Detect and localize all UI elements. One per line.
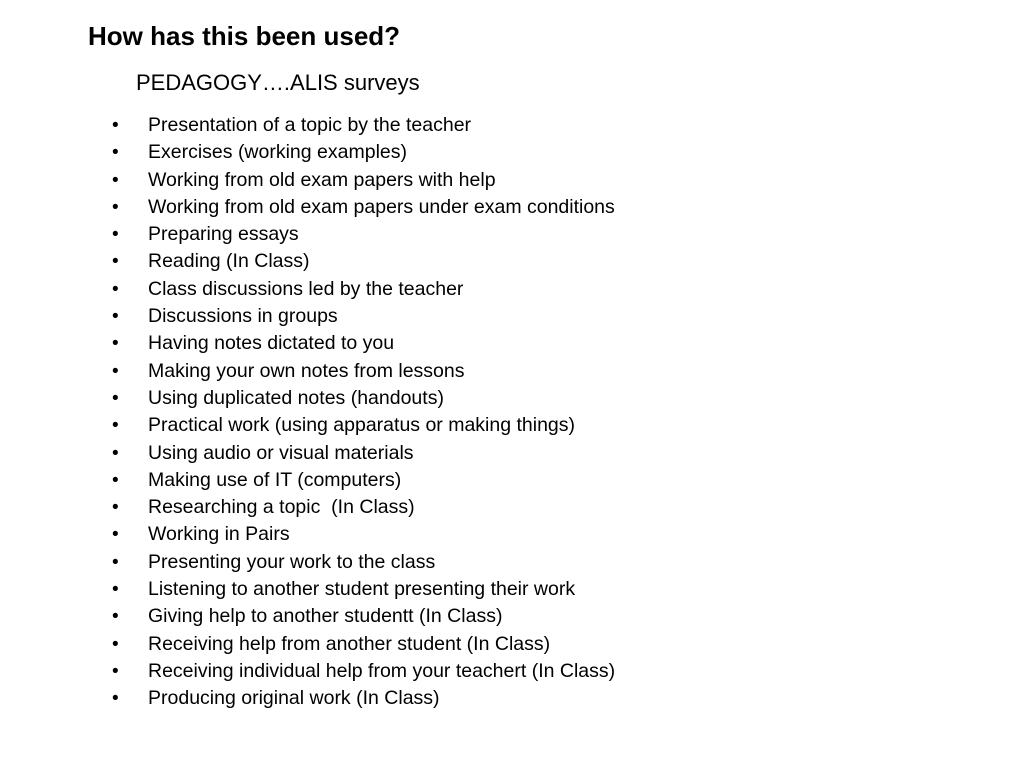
list-item-text: Researching a topic (In Class) [148,496,415,519]
list-item-text: Discussions in groups [148,305,338,328]
list-item-text: Using duplicated notes (handouts) [148,386,444,409]
bullet-dot-icon: • [112,688,119,710]
bullet-dot-icon: • [112,633,119,655]
list-item-text: Practical work (using apparatus or making things) [148,414,576,437]
bullet-dot-icon: • [112,660,119,682]
bullet-dot-icon: • [112,497,119,519]
bullet-dot-icon: • [112,115,119,136]
bullet-dot-icon: • [112,579,119,601]
list-item-text: Exercises (working examples) [148,141,407,164]
bullet-dot-icon: • [112,360,119,382]
list-item-text: Producing original work (In Class) [148,687,440,710]
bullet-dot-icon: • [112,169,119,191]
list-item-text: Working from old exam papers with help [148,168,496,191]
bullet-dot-icon: • [112,442,119,464]
list-item-text: Using audio or visual materials [148,441,414,464]
bullet-dot-icon: • [112,142,119,164]
bullet-dot-icon: • [112,306,119,328]
list-item-text: Preparing essays [148,223,299,246]
list-item-text: Having notes dictated to you [148,332,395,355]
list-item-text: Presenting your work to the class [148,550,436,573]
list-item-text: Listening to another student presenting their work [148,578,576,601]
bullet-dot-icon: • [112,224,119,246]
slide-title: How has this been used? [88,21,401,51]
list-item-text: Working from old exam papers under exam conditions [148,195,615,218]
list-item-text: Making use of IT (computers) [148,468,402,491]
slide-subtitle: PEDAGOGY….ALIS surveys [136,70,420,95]
list-item-text: Giving help to another studentt (In Class) [148,605,503,628]
bullet-dot-icon: • [112,606,119,628]
bullet-dot-icon: • [112,251,119,273]
list-item-text: Class discussions led by the teacher [148,277,464,300]
list-item-text: Presentation of a topic by the teacher [148,114,472,136]
bullet-dot-icon: • [112,415,119,437]
list-item-text: Receiving individual help from your teachert (In Class) [148,659,616,682]
bullet-dot-icon: • [112,387,119,409]
list-item-text: Receiving help from another student (In Class) [148,632,551,655]
list-item-text: Reading (In Class) [148,250,310,273]
list-item-text: Working in Pairs [148,523,290,546]
bullet-dot-icon: • [112,196,119,218]
bullet-dot-icon: • [112,469,119,491]
bullet-dot-icon: • [112,278,119,300]
bullet-dot-icon: • [112,524,119,546]
bullet-dot-icon: • [112,551,119,573]
bullet-dot-icon: • [112,333,119,355]
list-item-text: Making your own notes from lessons [148,359,465,382]
